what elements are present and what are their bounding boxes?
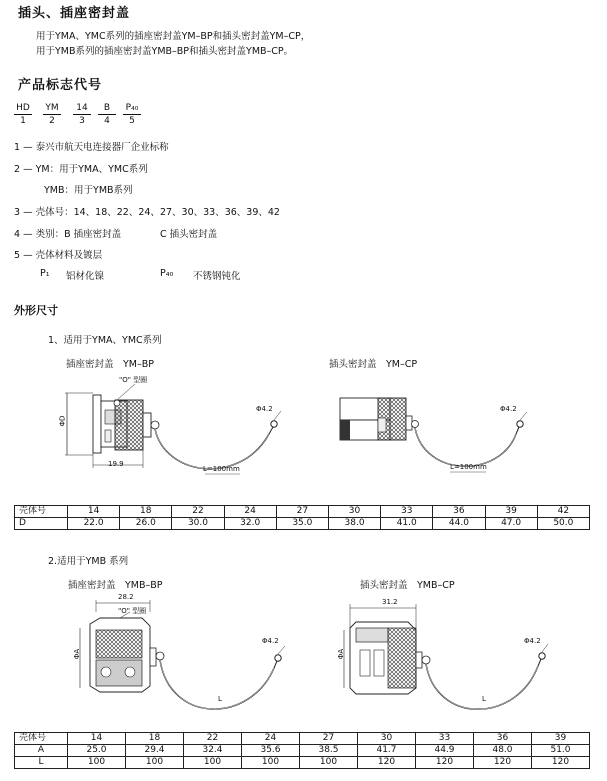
- table-ymb: [14, 732, 590, 769]
- ymb-cp-L-label: L: [482, 695, 486, 703]
- table-cell: 38.5: [300, 745, 358, 757]
- table-cell: 26.0: [120, 518, 172, 530]
- ym-bp-phi42-label: Φ4.2: [256, 405, 273, 413]
- table-cell: 51.0: [532, 745, 590, 757]
- code-line-6: 5 — 壳体材料及镀层: [14, 250, 103, 261]
- material-p1: P₁: [40, 268, 50, 279]
- ymb-bp-drawing: [70, 588, 300, 728]
- code-part: B 4: [98, 103, 116, 126]
- dimensions-heading: 外形尺寸: [14, 304, 58, 317]
- table-cell: 32.4: [184, 745, 242, 757]
- page-title: 插头、插座密封盖: [18, 6, 131, 21]
- table-cell: 39: [485, 506, 537, 518]
- section2-left-label: 插座密封盖 YMB–BP: [68, 580, 163, 591]
- table-cell: 22: [172, 506, 224, 518]
- table-cell: 100: [68, 757, 126, 769]
- code-line-2: 2 — YM：用于YMA、YMC系列: [14, 164, 148, 175]
- table-cell: 24: [224, 506, 276, 518]
- table-row: [15, 733, 590, 745]
- table-header-label: L: [15, 757, 68, 769]
- table-cell: 42: [537, 506, 589, 518]
- table-row: [15, 745, 590, 757]
- table-cell: 25.0: [68, 745, 126, 757]
- table-header-label: 壳体号: [15, 506, 68, 518]
- ymb-bp-L-label: L: [218, 695, 222, 703]
- table-cell: 24: [242, 733, 300, 745]
- ym-bp-o-ring-label: "O" 型圈: [119, 376, 148, 384]
- table-cell: 44.9: [416, 745, 474, 757]
- code-line-5b: C 插头密封盖: [160, 229, 218, 240]
- table-cell: 38.0: [328, 518, 380, 530]
- table-row: [15, 757, 590, 769]
- material-p40: P₄₀: [160, 268, 174, 279]
- ymb-cp-drawing: [336, 588, 566, 728]
- ym-cp-phi42-label: Φ4.2: [500, 405, 517, 413]
- table-header-label: D: [15, 518, 68, 530]
- table-header-label: A: [15, 745, 68, 757]
- table-cell: 36: [433, 506, 485, 518]
- table-cell: 30.0: [172, 518, 224, 530]
- material-p40-desc: 不锈钢钝化: [193, 271, 241, 282]
- table-cell: 27: [300, 733, 358, 745]
- table-cell: 120: [416, 757, 474, 769]
- table-cell: 100: [184, 757, 242, 769]
- code-part: HD 1: [14, 103, 32, 126]
- table-cell: 18: [120, 506, 172, 518]
- table-cell: 120: [358, 757, 416, 769]
- table-cell: 100: [242, 757, 300, 769]
- code-part: P₄₀ 5: [123, 103, 141, 126]
- section1-title: 1、适用于YMA、YMC系列: [48, 335, 162, 346]
- intro-line-1: 用于YMA、YMC系列的插座密封盖YM–BP和插头密封盖YM–CP，: [36, 31, 311, 42]
- material-p1-desc: 铝材化镍: [66, 271, 105, 282]
- section2-title: 2.适用于YMB 系列: [48, 556, 129, 567]
- intro-line-2: 用于YMB系列的插座密封盖YMB–BP和插头密封盖YMB–CP。: [36, 46, 294, 57]
- ym-bp-drawing: [55, 368, 295, 488]
- table-cell: 29.4: [126, 745, 184, 757]
- table-cell: 100: [126, 757, 184, 769]
- table-cell: 41.0: [381, 518, 433, 530]
- section1-left-label: 插座密封盖 YM–BP: [66, 359, 154, 370]
- table-ym: [14, 505, 590, 530]
- table-header-label: 壳体号: [15, 733, 68, 745]
- table-cell: 41.7: [358, 745, 416, 757]
- table-cell: 36: [474, 733, 532, 745]
- table-cell: 44.0: [433, 518, 485, 530]
- table-cell: 120: [532, 757, 590, 769]
- table-cell: 14: [68, 506, 120, 518]
- code-part: 14 3: [73, 103, 91, 126]
- table-cell: 30: [358, 733, 416, 745]
- ymb-bp-phiA-label: ΦA: [73, 648, 82, 660]
- ymb-bp-length-label: 28.2: [118, 593, 134, 601]
- table-cell: 22: [184, 733, 242, 745]
- table-cell: 47.0: [485, 518, 537, 530]
- section2-right-label: 插头密封盖 YMB–CP: [360, 580, 455, 591]
- table-cell: 32.0: [224, 518, 276, 530]
- code-line-3: YMB：用于YMB系列: [44, 185, 133, 196]
- ym-cp-L-label: L=100mm: [450, 463, 487, 471]
- code-line-1: 1 — 泰兴市航天电连接器厂企业标称: [14, 142, 169, 153]
- table-cell: 27: [276, 506, 328, 518]
- table-row: [15, 518, 590, 530]
- table-cell: 35.0: [276, 518, 328, 530]
- table-cell: 30: [328, 506, 380, 518]
- table-cell: 14: [68, 733, 126, 745]
- table-cell: 33: [381, 506, 433, 518]
- ym-bp-phiD-label: ΦD: [58, 415, 67, 427]
- code-heading: 产品标志代号: [18, 78, 103, 93]
- table-cell: 120: [474, 757, 532, 769]
- code-part: YM 2: [43, 103, 61, 126]
- ym-cp-drawing: [330, 368, 540, 488]
- ymb-bp-phi42-label: Φ4.2: [262, 637, 279, 645]
- ymb-cp-phi42-label: Φ4.2: [524, 637, 541, 645]
- table-cell: 33: [416, 733, 474, 745]
- table-cell: 50.0: [537, 518, 589, 530]
- table-cell: 22.0: [68, 518, 120, 530]
- code-line-5a: 4 — 类别：B 插座密封盖: [14, 229, 122, 240]
- ym-bp-L-label: L=100mm: [203, 465, 240, 473]
- table-cell: 48.0: [474, 745, 532, 757]
- section1-right-label: 插头密封盖 YM–CP: [329, 359, 418, 370]
- ymb-cp-phiA-label: ΦA: [337, 648, 346, 660]
- table-cell: 39: [532, 733, 590, 745]
- ym-bp-length-label: 19.9: [108, 460, 124, 468]
- table-cell: 18: [126, 733, 184, 745]
- table-cell: 100: [300, 757, 358, 769]
- ymb-cp-length-label: 31.2: [382, 598, 398, 606]
- ymb-bp-o-ring-label: "O" 型圈: [118, 607, 147, 615]
- table-row: [15, 506, 590, 518]
- code-line-4: 3 — 壳体号：14、18、22、24、27、30、33、36、39、42: [14, 207, 280, 218]
- table-cell: 35.6: [242, 745, 300, 757]
